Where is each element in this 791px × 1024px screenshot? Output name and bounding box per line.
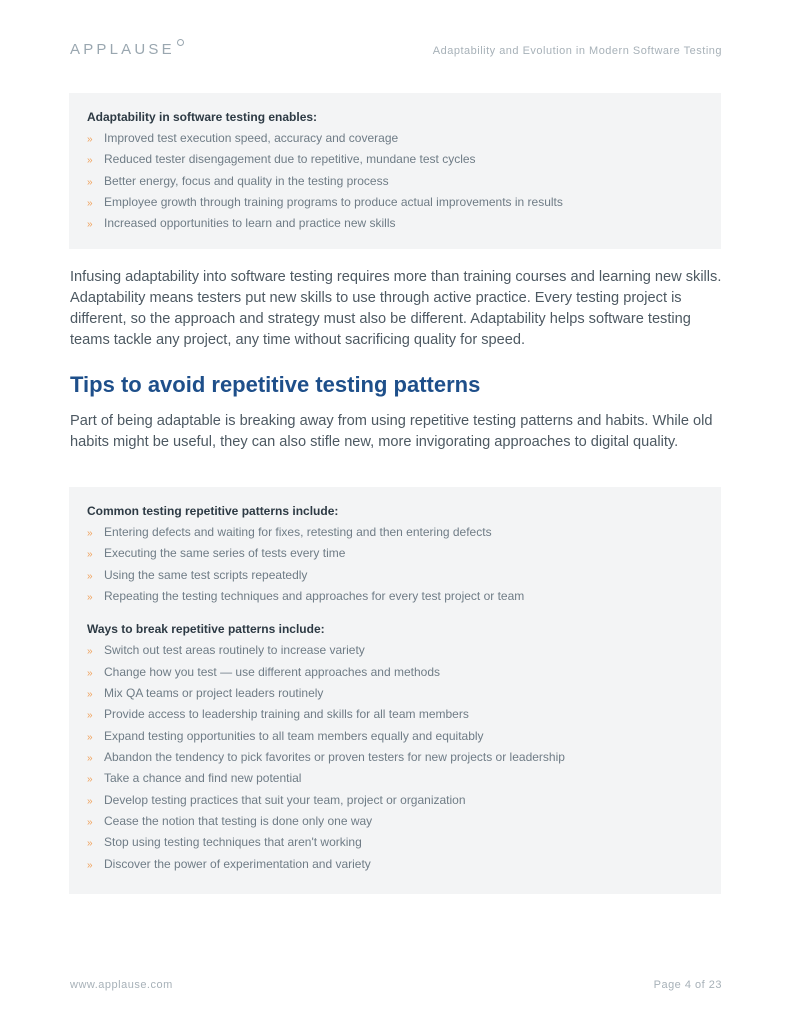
chevron-right-icon: » (87, 134, 93, 145)
list-item: » Change how you test — use different approaches and methods (87, 665, 440, 679)
patterns-box (69, 487, 721, 894)
chevron-right-icon: » (87, 219, 93, 230)
chevron-right-icon: » (87, 838, 93, 849)
chevron-right-icon: » (87, 710, 93, 721)
list-item: » Abandon the tendency to pick favorites or proven testers for new projects or leadership (87, 750, 565, 764)
chevron-right-icon: » (87, 689, 93, 700)
list-item: » Improved test execution speed, accuracy and coverage (87, 131, 399, 145)
list-item: » Reduced tester disengagement due to repetitive, mundane test cycles (87, 152, 476, 166)
applause-logo (70, 41, 175, 58)
list-item: » Expand testing opportunities to all team members equally and equitably (87, 729, 484, 743)
chevron-right-icon: » (87, 155, 93, 166)
list-item: » Provide access to leadership training and skills for all team members (87, 707, 469, 721)
list-item: » Using the same test scripts repeatedly (87, 568, 308, 582)
enables-box (69, 93, 721, 249)
chevron-right-icon: » (87, 198, 93, 209)
list-item: » Take a chance and find new potential (87, 771, 302, 785)
list-item: » Switch out test areas routinely to increase variety (87, 643, 365, 657)
chevron-right-icon: » (87, 668, 93, 679)
list-item: » Cease the notion that testing is done only one way (87, 814, 373, 828)
chevron-right-icon: » (87, 774, 93, 785)
chevron-right-icon: » (87, 796, 93, 807)
chevron-right-icon: » (87, 528, 93, 539)
list-item: » Discover the power of experimentation and variety (87, 857, 371, 871)
chevron-right-icon: » (87, 817, 93, 828)
chevron-right-icon: » (87, 592, 93, 603)
chevron-right-icon: » (87, 860, 93, 871)
list-item: » Executing the same series of tests every time (87, 546, 346, 560)
logo-ring-icon (177, 39, 184, 46)
chevron-right-icon: » (87, 753, 93, 764)
list-item: » Repeating the testing techniques and approaches for every test project or team (87, 589, 525, 603)
section-paragraph: Part of being adaptable is breaking away from using repetitive testing patterns and habits. While old habits might be useful, they can also stifle new, more invigorating approaches to digital quality. (70, 413, 713, 450)
adaptability-paragraph: Infusing adaptability into software testing requires more than training courses and learning new skills. Adaptability means testers put new skills to use through active practice. Every testing project is different, so the approach and strategy must also be different. Adaptability helps software testing teams tackle any project, any time without sacrificing quality for speed. (70, 269, 722, 348)
section-title: Tips to avoid repetitive testing patterns (70, 372, 481, 397)
list-item: » Entering defects and waiting for fixes, retesting and then entering defects (87, 525, 492, 539)
chevron-right-icon: » (87, 732, 93, 743)
logo-text: APPLAUSE (70, 41, 175, 58)
footer-url[interactable]: www.applause.com (70, 979, 173, 991)
common-patterns-heading: Common testing repetitive patterns include: (87, 504, 339, 518)
chevron-right-icon: » (87, 646, 93, 657)
list-item: » Mix QA teams or project leaders routinely (87, 686, 324, 700)
break-patterns-heading: Ways to break repetitive patterns include: (87, 622, 325, 636)
list-item: » Better energy, focus and quality in the testing process (87, 174, 389, 188)
enables-heading: Adaptability in software testing enables: (87, 110, 318, 124)
chevron-right-icon: » (87, 571, 93, 582)
chevron-right-icon: » (87, 549, 93, 560)
list-item: » Stop using testing techniques that aren't working (87, 835, 362, 849)
list-item: » Develop testing practices that suit your team, project or organization (87, 793, 466, 807)
list-item: » Increased opportunities to learn and practice new skills (87, 216, 396, 230)
document-title: Adaptability and Evolution in Modern Software Testing (432, 45, 722, 57)
page-number: Page 4 of 23 (653, 979, 722, 991)
chevron-right-icon: » (87, 177, 93, 188)
list-item: » Employee growth through training programs to produce actual improvements in results (87, 195, 563, 209)
